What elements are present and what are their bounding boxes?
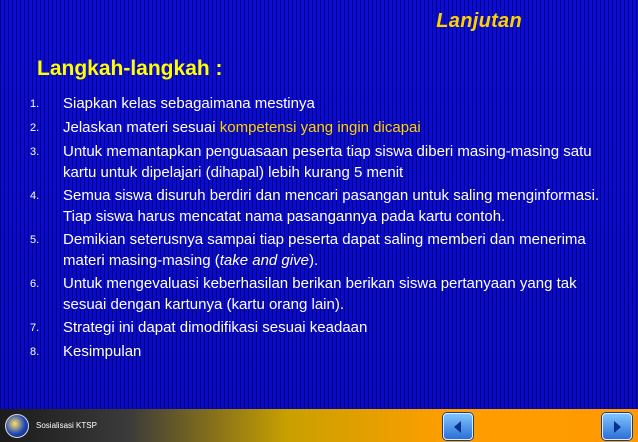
list-item [30,141,600,183]
list-text [63,117,600,138]
list-text [63,229,600,271]
list-item [30,185,600,227]
list-item [30,273,600,315]
list-item [30,341,600,363]
italic-text: take and give [219,252,309,269]
list-number: 7. [30,322,40,334]
list-number: 4. [30,190,40,202]
logo-icon [5,414,29,438]
steps-list [30,93,600,365]
list-text-part: Demikian seterusnya sampai tiap peserta dapat saling memberi dan menerima materi masing-masing ( [63,231,586,269]
list-number: 3. [30,146,40,158]
section-heading: Langkah-langkah : [37,57,223,80]
list-number: 2. [30,122,40,134]
list-number: 6. [30,278,40,290]
list-text-part: ). [308,252,319,269]
previous-slide-button[interactable] [443,413,473,440]
arrow-right-icon [609,419,625,435]
list-item [30,229,600,271]
list-text: Strategi ini dapat dimodifikasi sesuai keadaan [63,319,368,336]
list-number: 5. [30,234,40,246]
list-text-part: Jelaskan materi sesuai [63,119,220,136]
list-item [30,93,600,115]
footer-bar [0,409,638,442]
list-number: 8. [30,346,40,358]
arrow-left-icon [450,419,466,435]
footer-label: Sosialisasi KTSP [36,421,97,430]
list-text: Kesimpulan [63,343,142,360]
list-number: 1. [30,98,40,110]
list-text: Untuk memantapkan penguasaan peserta tiap siswa diberi masing-masing satu kartu untuk dipelajari (dihapal) lebih kurang 5 menit [63,143,592,181]
list-item [30,317,600,339]
list-text: Siapkan kelas sebagaimana mestinya [63,95,315,112]
slide-title: Lanjutan [436,10,522,32]
highlighted-text: kompetensi yang ingin dicapai [219,119,421,136]
list-item [30,117,600,139]
list-text: Untuk mengevaluasi keberhasilan berikan berikan siswa pertanyaan yang tak sesuai dengan kartunya (kartu orang lain). [63,275,577,313]
list-text: Semua siswa disuruh berdiri dan mencari pasangan untuk saling menginformasi. Tiap siswa harus mencatat nama pasangannya pada kartu contoh. [63,187,600,225]
next-slide-button[interactable] [602,413,632,440]
